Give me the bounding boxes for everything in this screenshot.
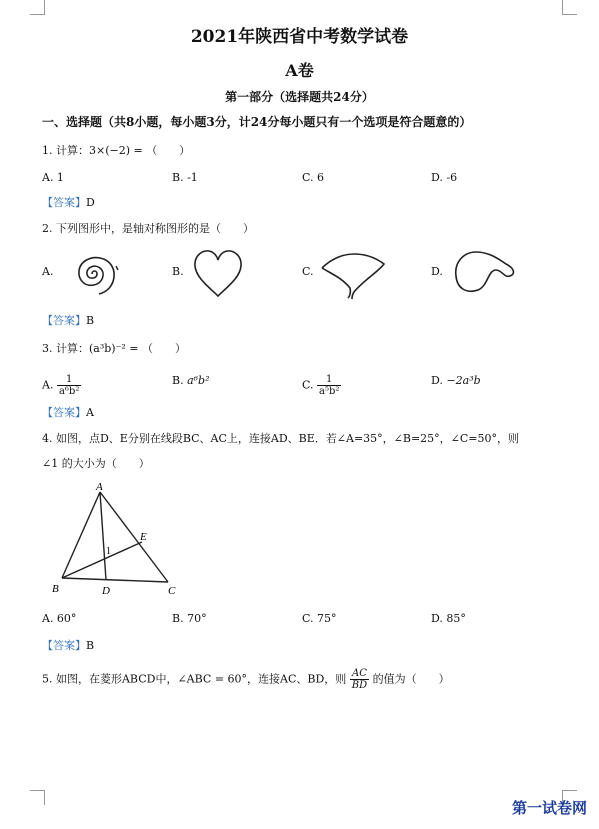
- wave-shell-figure: [448, 244, 518, 300]
- question-5-stem: [42, 668, 450, 691]
- question-4-answer: [42, 637, 94, 653]
- question-4-option-d: D. 85°: [431, 612, 466, 625]
- answer-tag: 【答案】: [42, 406, 86, 419]
- question-3-option-b: [172, 374, 210, 387]
- fraction-numerator: 1: [57, 374, 81, 386]
- question-1-option-d: D. -6: [431, 171, 458, 184]
- option-letter: A.: [42, 378, 54, 392]
- triangle-figure: [48, 478, 188, 600]
- fraction-denominator: a⁵b²: [319, 386, 340, 397]
- option-letter: D.: [431, 374, 443, 387]
- paper-subtitle: A卷: [285, 61, 314, 80]
- fraction: [317, 374, 341, 397]
- question-1-option-a: A. 1: [42, 171, 64, 184]
- vertex-label-d: D: [102, 585, 110, 597]
- page-title: 2021年陕西省中考数学试卷: [190, 27, 409, 47]
- question-2-option-b: B.: [172, 265, 184, 278]
- question-3-option-d: [431, 374, 481, 387]
- fraction-numerator: AC: [350, 668, 369, 680]
- question-5-stem-start: 5. 如图，在菱形ABCD中，∠ABC = 60°，连接AC、BD，则: [42, 672, 347, 686]
- question-2-option-c: C.: [302, 265, 314, 278]
- answer-tag: 【答案】: [42, 196, 86, 209]
- heart-figure: [190, 244, 246, 300]
- corner-mark-top-right: [562, 0, 577, 15]
- fraction-denominator: a⁶b²: [58, 386, 80, 397]
- corner-mark-bottom-left: [30, 790, 45, 805]
- vertex-label-e: E: [140, 531, 147, 543]
- angle-label-1: 1: [106, 546, 111, 557]
- question-1-answer: [42, 194, 95, 210]
- question-2-option-a: A.: [42, 265, 54, 278]
- question-4-stem-continued: ∠1 的大小为（ ）: [42, 457, 150, 470]
- question-4-option-b: B. 70°: [172, 612, 207, 625]
- option-letter: B.: [172, 374, 184, 387]
- fraction: [57, 374, 81, 397]
- question-4-option-a: A. 60°: [42, 612, 77, 625]
- corner-mark-top-left: [30, 0, 45, 15]
- question-4-option-c: C. 75°: [302, 612, 337, 625]
- answer-value: B: [86, 639, 95, 652]
- vertex-label-a: A: [96, 481, 103, 493]
- question-2-option-d: D.: [431, 265, 443, 278]
- answer-tag: 【答案】: [42, 639, 86, 652]
- fraction-numerator: 1: [317, 374, 341, 386]
- option-letter: C.: [302, 378, 314, 392]
- section-heading: 一、选择题（共8小题，每小题3分，计24分每小题只有一个选项是符合题意的）: [42, 115, 472, 129]
- footer-watermark: 第一试卷网: [511, 799, 587, 817]
- fraction: [350, 668, 369, 691]
- option-expression: −2a³b: [446, 374, 481, 387]
- part-heading: 第一部分（选择题共24分）: [225, 90, 374, 104]
- question-3-option-a: [42, 374, 81, 397]
- question-3-stem: 3. 计算：(a³b)⁻² = （ ）: [42, 342, 187, 355]
- question-2-answer: [42, 312, 94, 328]
- answer-value: A: [86, 406, 94, 419]
- question-3-answer: [42, 404, 94, 420]
- answer-value: B: [86, 314, 95, 327]
- question-1-option-c: C. 6: [302, 171, 325, 184]
- vertex-label-b: B: [52, 583, 59, 595]
- fan-figure: [318, 244, 388, 300]
- answer-tag: 【答案】: [42, 314, 86, 327]
- option-expression: a⁶b²: [187, 374, 210, 387]
- answer-value: D: [86, 196, 95, 209]
- question-4-stem: 4. 如图，点D、E分别在线段BC、AC上，连接AD、BE．若∠A=35°，∠B=25°，∠C=50°，则: [42, 432, 520, 445]
- question-1-option-b: B. -1: [172, 171, 198, 184]
- question-3-option-c: [302, 374, 341, 397]
- spiral-figure: [62, 244, 122, 300]
- question-5-stem-end: 的值为（ ）: [372, 672, 450, 686]
- question-1-stem: 1. 计算：3×(−2) = （ ）: [42, 144, 191, 157]
- vertex-label-c: C: [168, 585, 176, 597]
- fraction-denominator: BD: [351, 680, 368, 691]
- question-2-stem: 2. 下列图形中，是轴对称图形的是（ ）: [42, 222, 254, 235]
